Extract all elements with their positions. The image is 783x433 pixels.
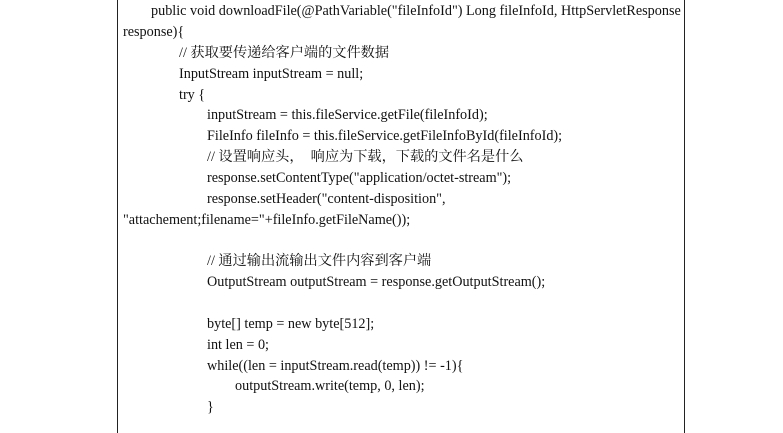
code-line-5: try { [179, 87, 206, 103]
code-line-7: FileInfo fileInfo = this.fileService.getFileInfoById(fileInfoId); [207, 128, 563, 144]
code-line-1: public void downloadFile(@PathVariable("fileInfoId") Long fileInfoId, HttpServletResponse [151, 3, 681, 19]
code-line-6: inputStream = this.fileService.getFile(fileInfoId); [207, 107, 488, 123]
code-line-19: outputStream.write(temp, 0, len); [235, 378, 425, 394]
code-line-8: // 设置响应头， 响应为下载，下载的文件名是什么 [207, 149, 524, 165]
code-line-14: OutputStream outputStream = response.getOutputStream(); [207, 274, 546, 290]
code-line-9: response.setContentType("application/octet-stream"); [207, 170, 512, 186]
code-line-4: InputStream inputStream = null; [179, 66, 364, 82]
code-line-17: int len = 0; [207, 337, 269, 353]
code-line-18: while((len = inputStream.read(temp)) != -1){ [207, 358, 464, 374]
code-line-10: response.setHeader("content-disposition", [207, 191, 446, 207]
code-line-11: "attachement;filename="+fileInfo.getFileName()); [123, 212, 411, 228]
code-line-13: // 通过输出流输出文件内容到客户端 [207, 253, 432, 269]
code-line-2: response){ [123, 24, 185, 40]
code-line-3: // 获取要传递给客户端的文件数据 [179, 45, 390, 61]
code-line-16: byte[] temp = new byte[512]; [207, 316, 375, 332]
code-line-20: } [207, 399, 214, 415]
